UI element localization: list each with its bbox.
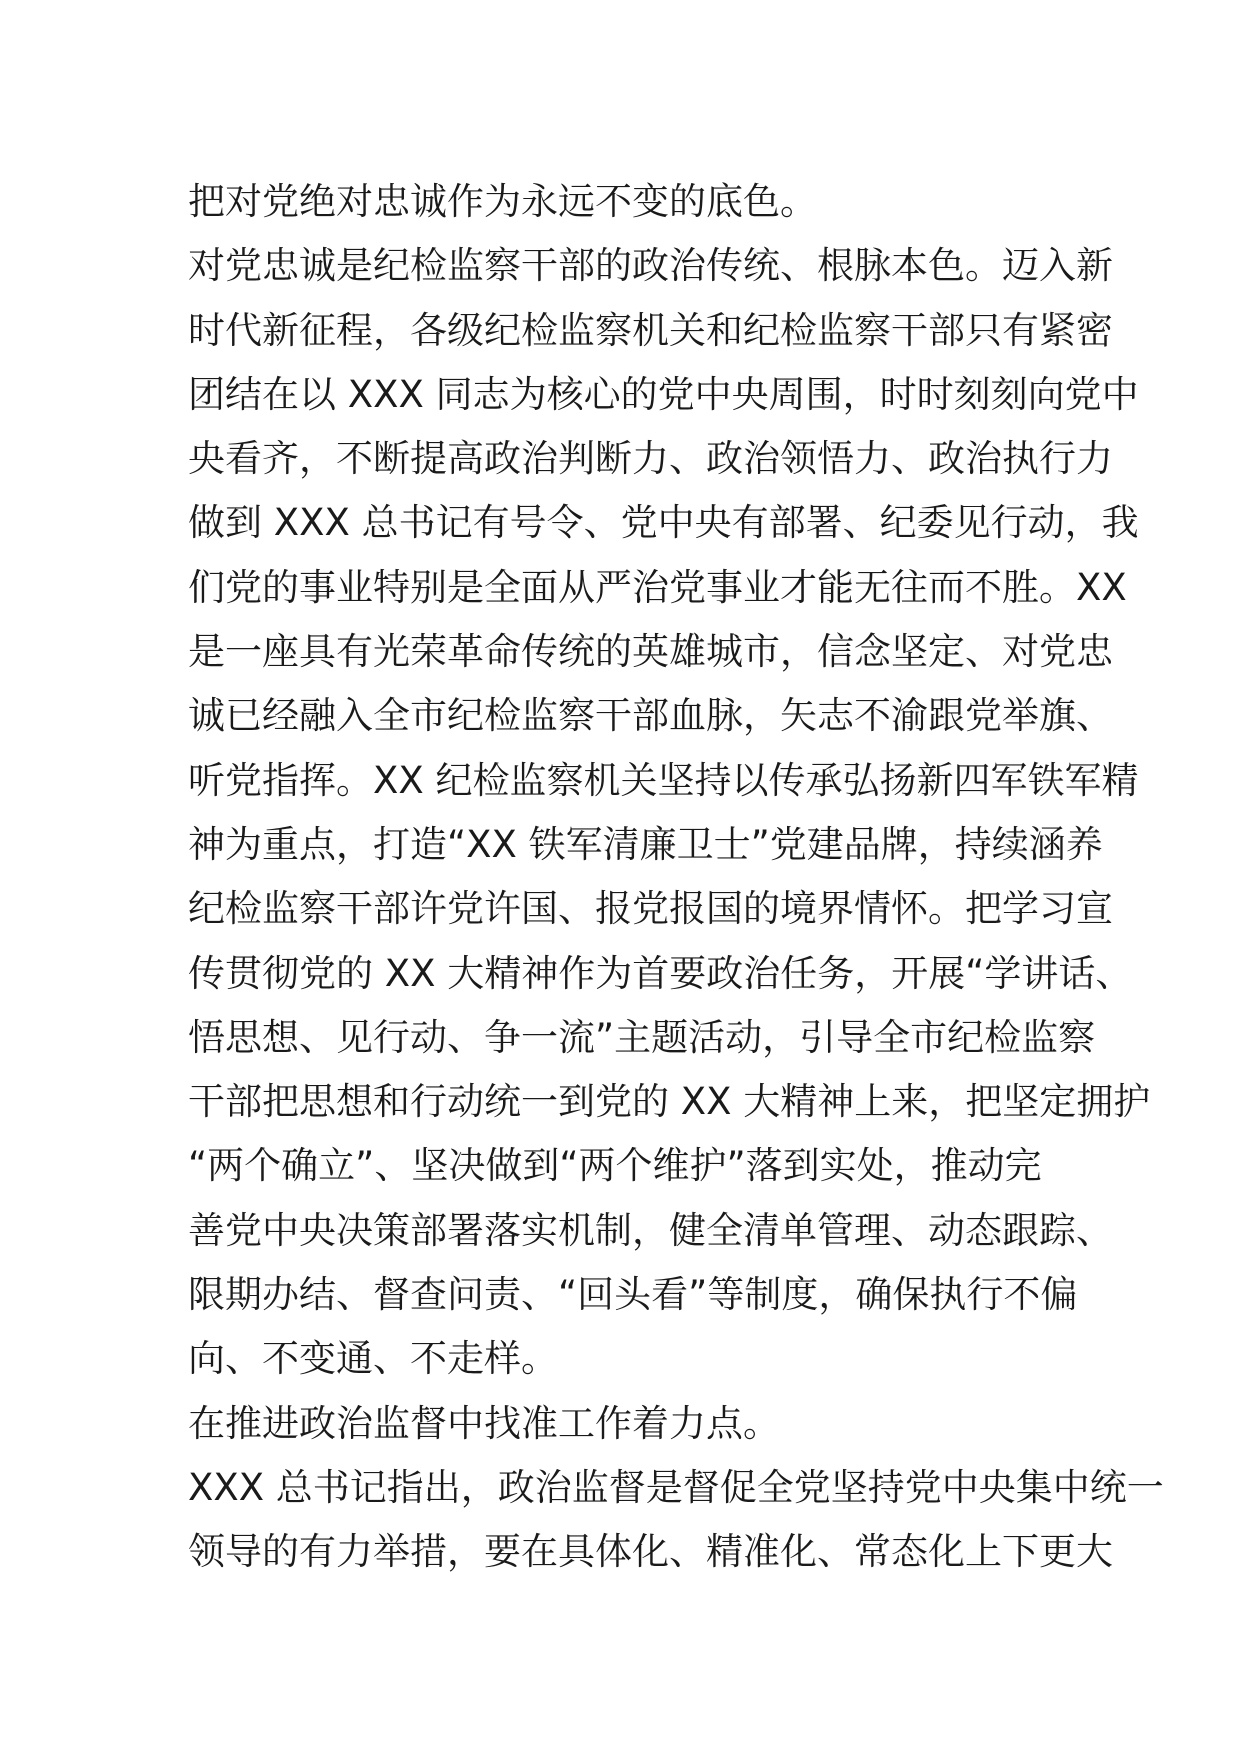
text-line: 干部把思想和行动统一到党的 XX 大精神上来，把坚定拥护 — [188, 1080, 1151, 1124]
text-line: “两个确立”、坚决做到“两个维护”落到实处，推动完 — [188, 1144, 1042, 1188]
text-line: 把对党绝对忠诚作为永远不变的底色。 — [188, 180, 817, 223]
text-line: 听党指挥。XX 纪检监察机关坚持以传承弘扬新四军铁军精 — [188, 758, 1139, 802]
text-line: 对党忠诚是纪检监察干部的政治传统、根脉本色。迈入新 — [188, 244, 1113, 288]
text-line: 团结在以 XXX 同志为核心的党中央周围，时时刻刻向党中 — [188, 372, 1139, 416]
text-line: 诚已经融入全市纪检监察干部血脉，矢志不渝跟党举旗、 — [188, 694, 1113, 738]
text-line: 神为重点，打造“XX 铁军清廉卫士”党建品牌，持续涵养 — [188, 822, 1103, 866]
text-line: 时代新征程，各级纪检监察机关和纪检监察干部只有紧密 — [188, 308, 1113, 352]
text-line: 央看齐，不断提高政治判断力、政治领悟力、政治执行力 — [188, 437, 1113, 481]
text-line: 们党的事业特别是全面从严治党事业才能无往而不胜。XX — [188, 565, 1127, 609]
text-line: 悟思想、见行动、争一流”主题活动，引导全市纪检监察 — [188, 1015, 1096, 1059]
document-body — [188, 170, 1164, 1585]
text-line: 做到 XXX 总书记有号令、党中央有部署、纪委见行动，我 — [188, 501, 1139, 545]
text-line: 限期办结、督查问责、“回头看”等制度，确保执行不偏 — [188, 1273, 1078, 1317]
text-line: 传贯彻党的 XX 大精神作为首要政治任务，开展“学讲话、 — [188, 951, 1133, 995]
text-line: XXX 总书记指出，政治监督是督促全党坚持党中央集中统一 — [188, 1465, 1164, 1509]
text-line: 在推进政治监督中找准工作着力点。 — [188, 1401, 780, 1445]
text-line: 善党中央决策部署落实机制，健全清单管理、动态跟踪、 — [188, 1208, 1113, 1252]
text-line: 向、不变通、不走样。 — [188, 1337, 558, 1381]
text-line: 领导的有力举措，要在具体化、精准化、常态化上下更大 — [188, 1530, 1113, 1574]
text-line: 是一座具有光荣革命传统的英雄城市，信念坚定、对党忠 — [188, 630, 1113, 674]
text-line: 纪检监察干部许党许国、报党报国的境界情怀。把学习宣 — [188, 887, 1113, 931]
